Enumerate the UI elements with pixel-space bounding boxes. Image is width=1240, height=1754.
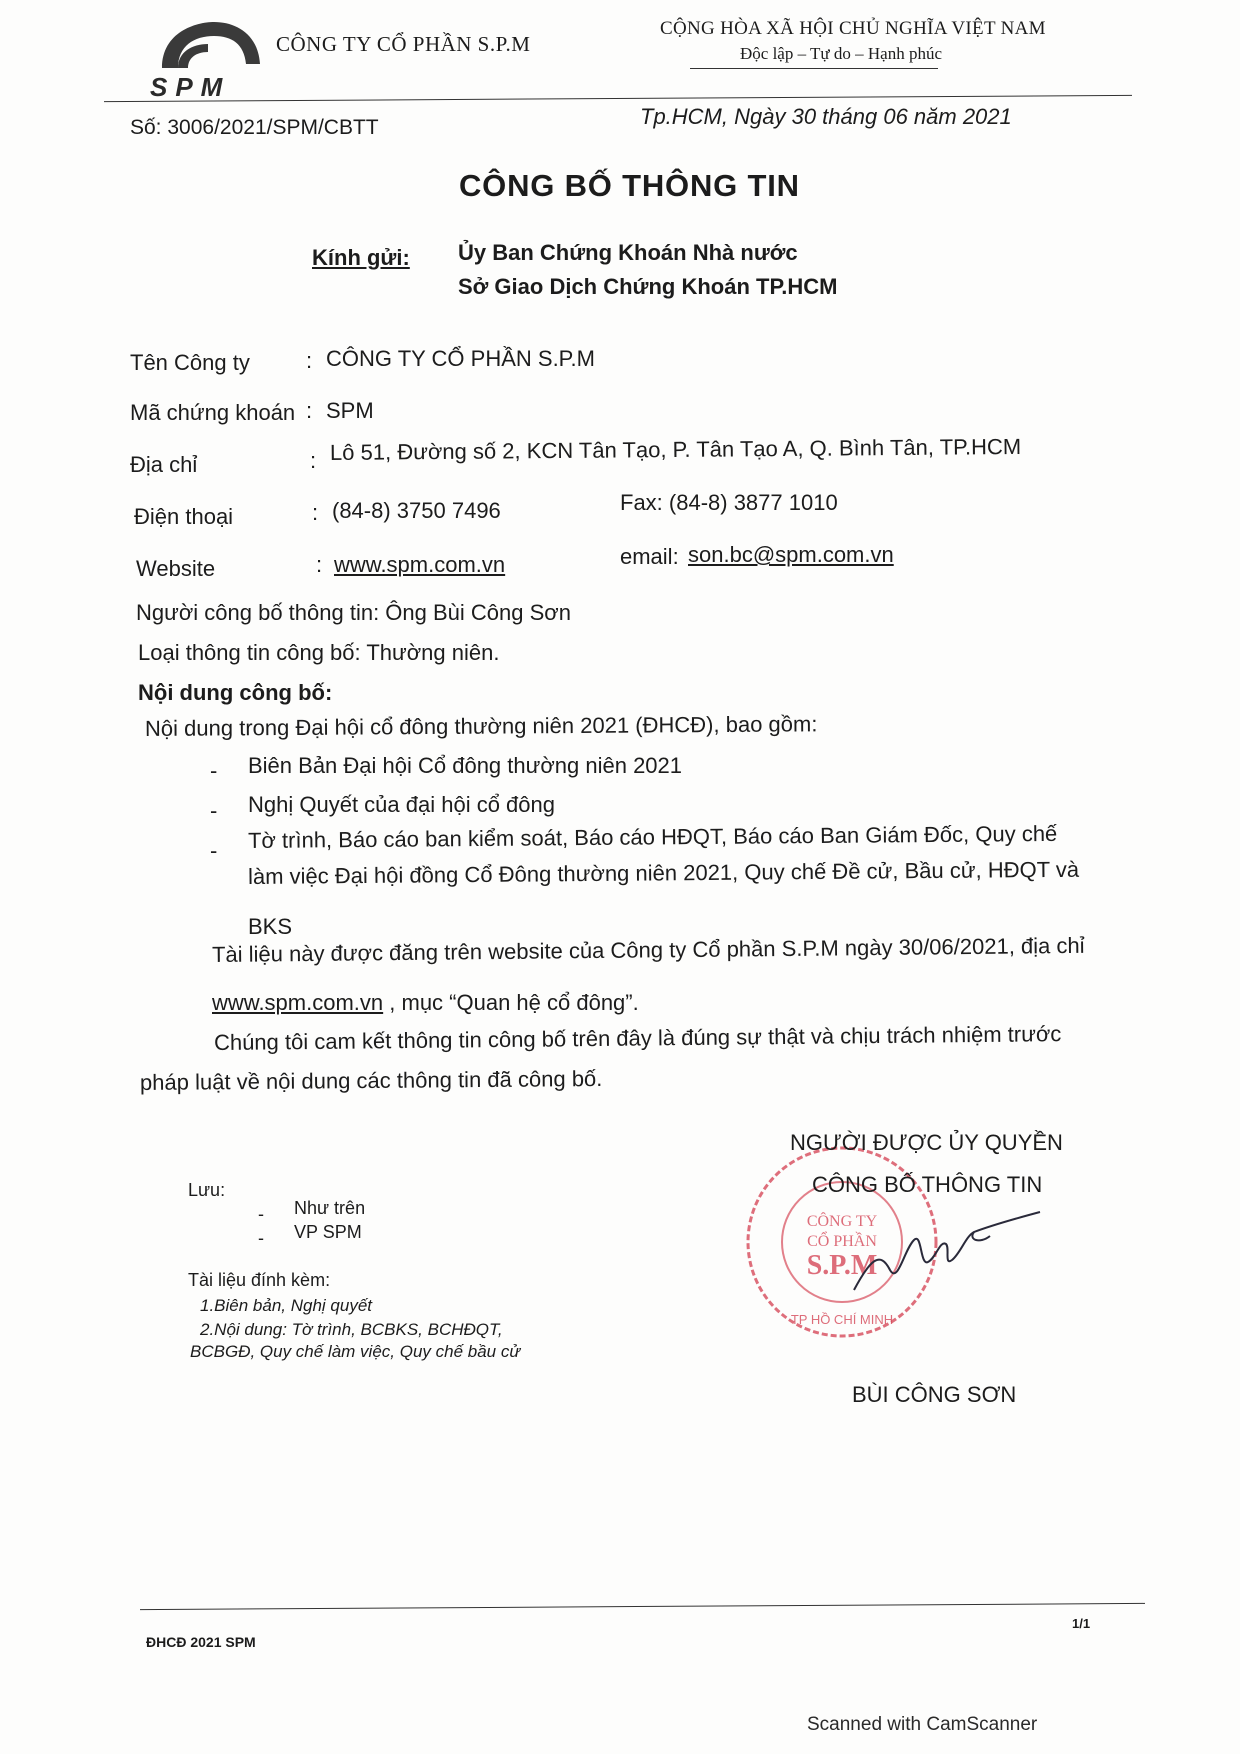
recipient-item: Sở Giao Dịch Chứng Khoán TP.HCM (458, 274, 838, 299)
bullet-item: Biên Bản Đại hội Cổ đông thường niên 2021 (248, 753, 683, 778)
storage-dash: - (258, 1228, 264, 1248)
recipient-item: Ủy Ban Chứng Khoán Nhà nước (458, 240, 798, 265)
scanner-watermark: Scanned with CamScanner (807, 1714, 1038, 1735)
commitment-line-2: pháp luật về nội dung các thông tin đã công bố. (139, 1065, 603, 1095)
bullet-item: Tờ trình, Báo cáo ban kiểm soát, Báo cáo HĐQT, Báo cáo Ban Giám Đốc, Quy chế (247, 820, 1058, 853)
storage-item: VP SPM (294, 1222, 362, 1242)
svg-text:S.P.M: S.P.M (806, 1250, 878, 1281)
document-number: Số: 3006/2021/SPM/CBTT (130, 116, 379, 139)
phone-value: (84-8) 3750 7496 (332, 498, 501, 523)
content-heading: Nội dung công bố: (138, 680, 333, 705)
svg-text:TP HỒ CHÍ MINH: TP HỒ CHÍ MINH (790, 1312, 894, 1327)
attachment-item: BCBGĐ, Quy chế làm việc, Quy chế bầu cử (190, 1342, 521, 1361)
motto-underline (690, 68, 938, 69)
attachment-item: 1.Biên bản, Nghị quyết (200, 1296, 373, 1315)
address-label: Địa chỉ (130, 452, 198, 477)
spm-logo (148, 18, 273, 100)
document-title: CÔNG BỐ THÔNG TIN (459, 168, 800, 203)
signer-role-line1: NGƯỜI ĐƯỢC ỦY QUYỀN (790, 1130, 1063, 1155)
content-intro: Nội dung trong Đại hội cổ đông thường niên 2021 (ĐHCĐ), bao gồm: (144, 711, 818, 741)
motto: Độc lập – Tự do – Hạnh phúc (740, 44, 942, 63)
commitment-line: Chúng tôi cam kết thông tin công bố trên đây là đúng sự thật và chịu trách nhiệm trước (213, 1021, 1062, 1055)
svg-text:SPM: SPM (150, 72, 231, 100)
svg-text:CÔNG TY: CÔNG TY (806, 1213, 878, 1230)
svg-text:CỔ PHẦN: CỔ PHẦN (807, 1233, 877, 1250)
colon: : (312, 500, 319, 525)
republic-title: CỘNG HÒA XÃ HỘI CHỦ NGHĨA VIỆT NAM (660, 18, 1046, 39)
colon: : (306, 398, 313, 423)
phone-label: Điện thoại (134, 504, 234, 529)
signer-role-line2: CÔNG BỐ THÔNG TIN (812, 1172, 1043, 1197)
footer-divider (140, 1603, 1145, 1610)
attachment-item: 2.Nội dung: Tờ trình, BCBKS, BCHĐQT, (200, 1320, 503, 1339)
email-label: email: (620, 544, 679, 569)
page-number: 1/1 (1072, 1616, 1091, 1631)
colon: : (310, 448, 317, 473)
email-link[interactable]: son.bc@spm.com.vn (688, 542, 894, 567)
posted-line-rest: , mục “Quan hệ cổ đông”. (383, 990, 639, 1015)
company-label: Tên Công ty (130, 350, 250, 375)
colon: : (306, 348, 313, 373)
recipients-label: Kính gửi: (312, 245, 410, 270)
storage-label: Lưu: (188, 1180, 226, 1200)
storage-item: Như trên (294, 1198, 366, 1218)
handwritten-signature (850, 1210, 1050, 1310)
colon: : (316, 552, 323, 577)
website-link[interactable]: www.spm.com.vn (334, 552, 506, 577)
fax-value: Fax: (84-8) 3877 1010 (620, 490, 838, 515)
bullet-mark: - (210, 758, 218, 783)
company-name-header: CÔNG TY CỔ PHẦN S.P.M (276, 32, 531, 56)
bullet-mark: - (210, 798, 218, 823)
posted-line: Tài liệu này được đăng trên website của Công ty Cổ phần S.P.M ngày 30/06/2021, địa chỉ (211, 932, 1085, 967)
info-type-line: Loại thông tin công bố: Thường niên. (138, 640, 500, 665)
bullet-item-continued: làm việc Đại hội đồng Cổ Đông thường niên 2021, Quy chế Đề cử, Bầu cử, HĐQT và (247, 856, 1080, 889)
footer-label: ĐHCĐ 2021 SPM (146, 1634, 256, 1650)
ticker-value: SPM (326, 398, 374, 423)
website-label: Website (136, 556, 216, 581)
bullet-item-continued: BKS (248, 914, 293, 939)
bullet-item: Nghị Quyết của đại hội cổ đông (248, 792, 555, 817)
posted-website-link[interactable]: www.spm.com.vn (212, 990, 384, 1015)
address-value: Lô 51, Đường số 2, KCN Tân Tạo, P. Tân Tạo A, Q. Bình Tân, TP.HCM (329, 433, 1022, 465)
ticker-label: Mã chứng khoán (130, 400, 296, 425)
attachments-label: Tài liệu đính kèm: (188, 1270, 331, 1290)
signer-name: BÙI CÔNG SƠN (852, 1382, 1017, 1407)
storage-dash: - (258, 1204, 264, 1224)
document-date: Tp.HCM, Ngày 30 tháng 06 năm 2021 (640, 104, 1012, 129)
discloser-line: Người công bố thông tin: Ông Bùi Công Sơn (136, 600, 571, 625)
company-value: CÔNG TY CỔ PHẦN S.P.M (326, 346, 595, 371)
bullet-mark: - (210, 838, 218, 863)
